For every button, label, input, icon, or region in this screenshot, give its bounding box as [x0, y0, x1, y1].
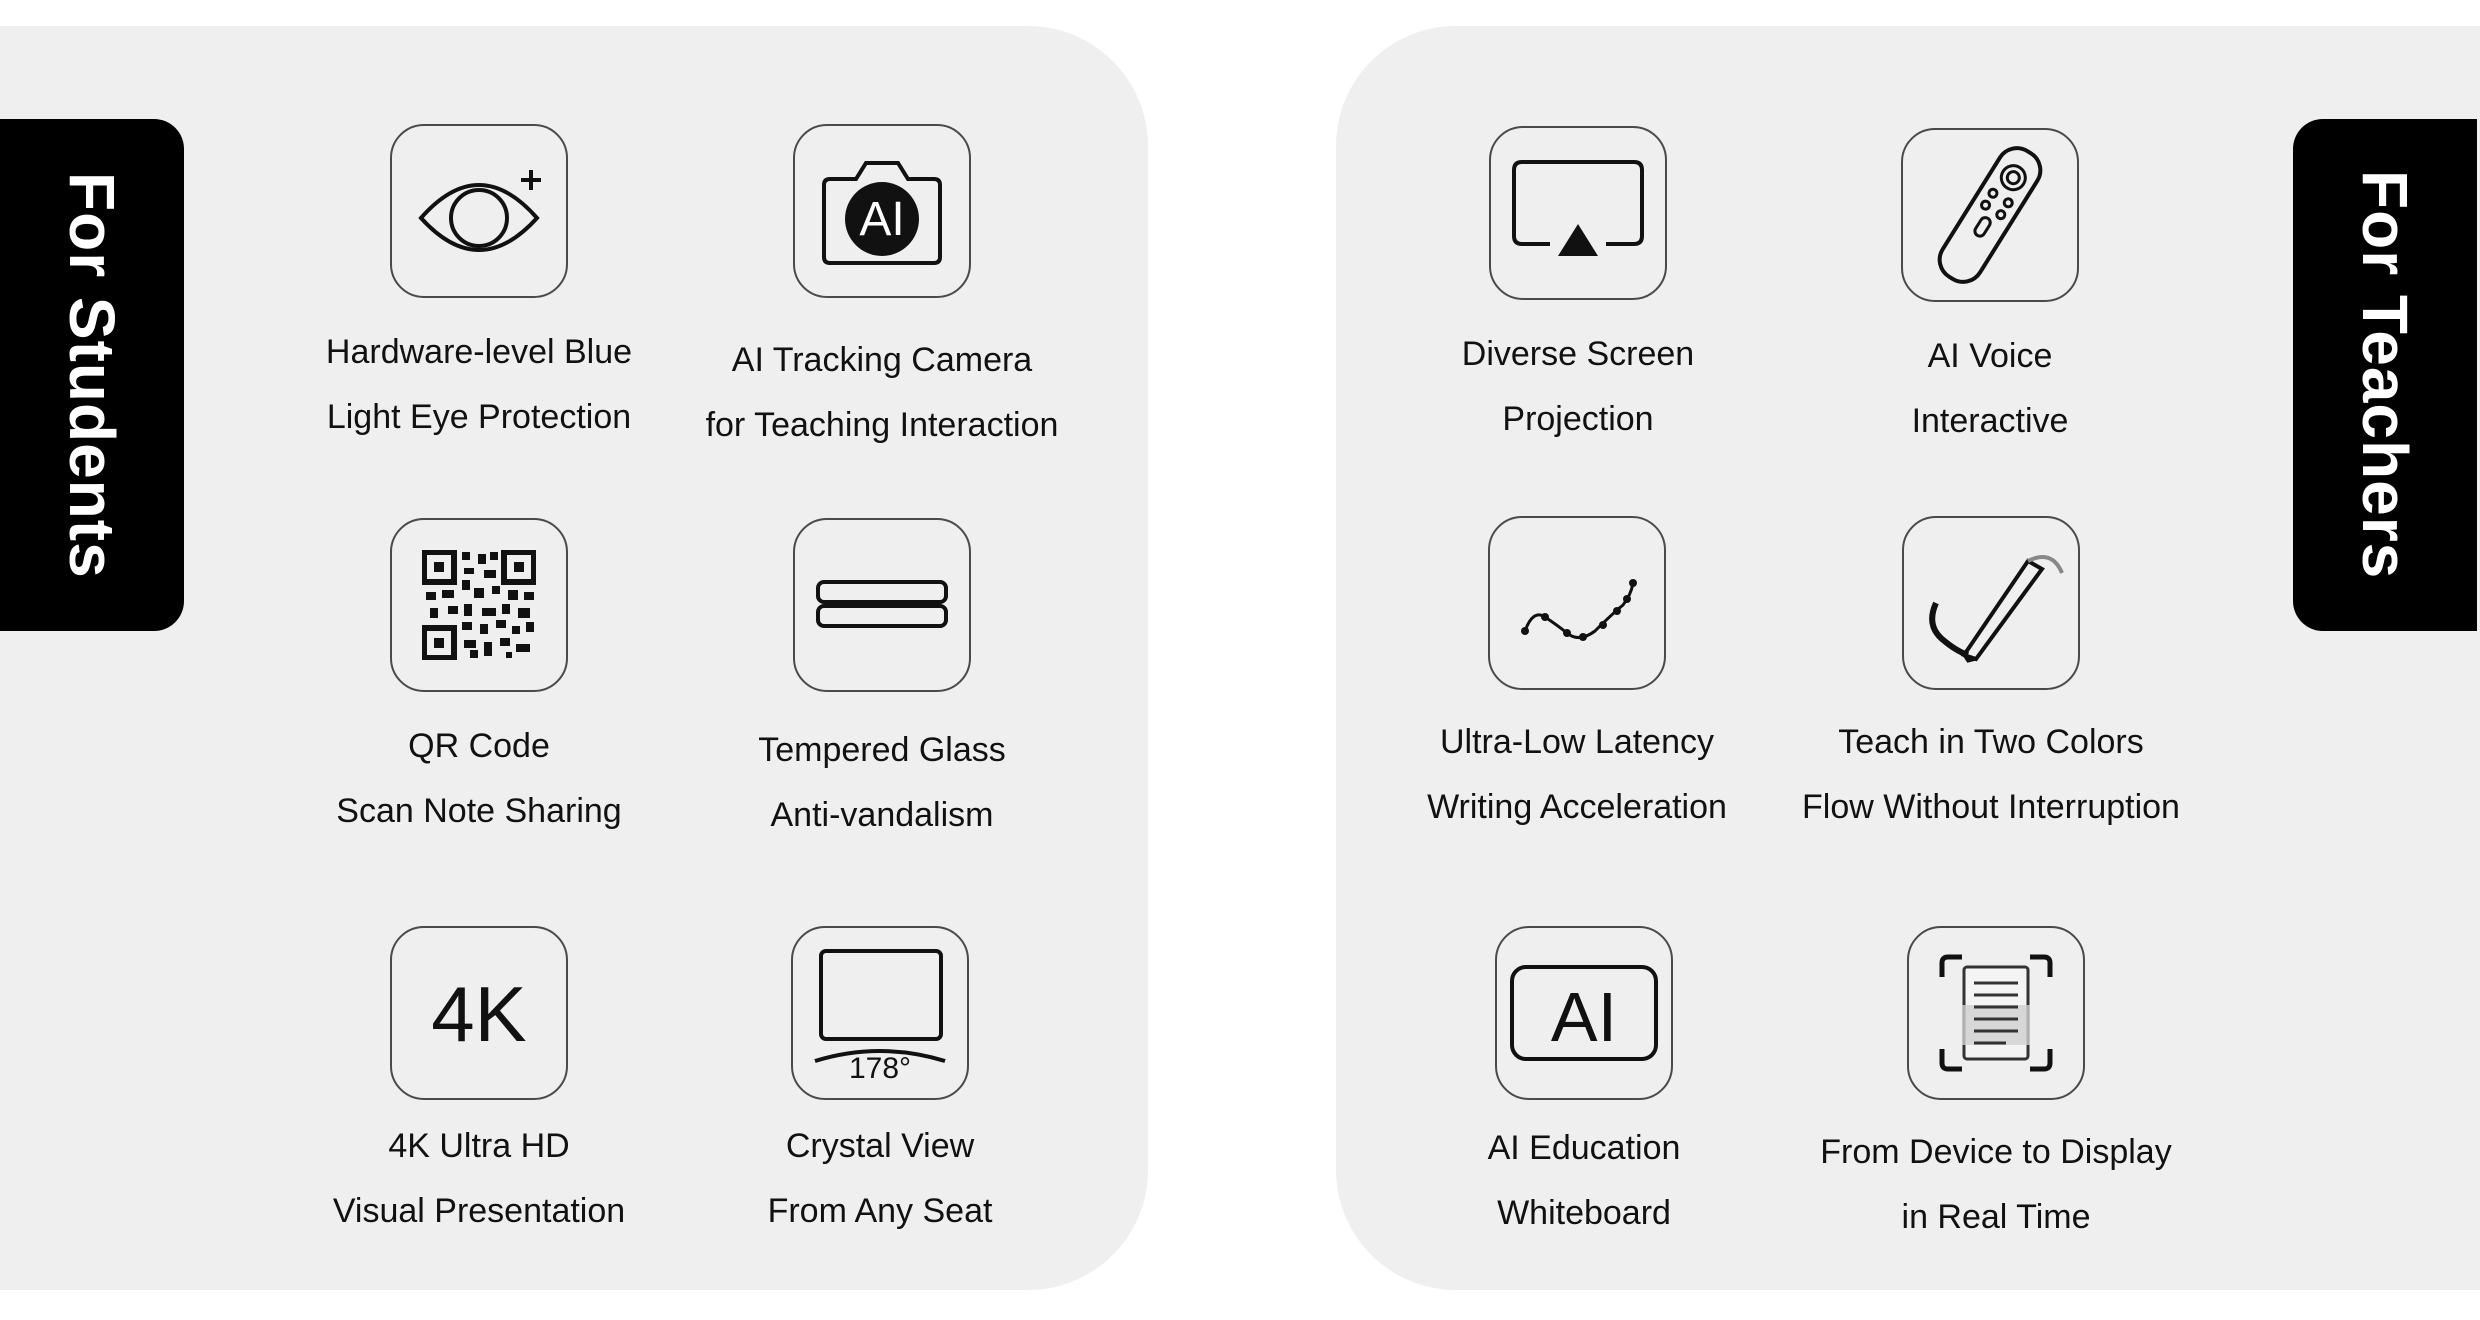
svg-text:AI: AI — [859, 193, 905, 246]
feature-label: Hardware-level Blue Light Eye Protection — [325, 333, 633, 436]
feature-label: 4K Ultra HD Visual Presentation — [332, 1127, 626, 1230]
feature-screen-projection — [1358, 126, 1798, 452]
feature-label: AI Education Whiteboard — [1487, 1129, 1681, 1232]
teachers-tab — [2293, 119, 2477, 631]
tempered-glass-icon — [793, 518, 971, 692]
viewing-angle-icon — [791, 926, 969, 1100]
teachers-tab-label: For Teachers — [2349, 170, 2421, 580]
feature-label: AI Voice Interactive — [1911, 337, 2069, 440]
feature-4k — [259, 926, 699, 1244]
feature-qr-code — [259, 518, 699, 844]
ai-whiteboard-icon — [1495, 926, 1673, 1100]
feature-label: From Device to Display in Real Time — [1820, 1133, 2172, 1236]
feature-label: AI Tracking Camera for Teaching Interaction — [705, 341, 1059, 444]
svg-text:178°: 178° — [848, 1052, 912, 1083]
feature-tempered-glass — [662, 518, 1102, 848]
writing-curve-icon — [1488, 516, 1666, 690]
eye-protection-icon — [390, 124, 568, 298]
4k-icon — [390, 926, 568, 1100]
qr-code-icon — [390, 518, 568, 692]
feature-label: Tempered Glass Anti-vandalism — [758, 731, 1006, 834]
feature-label: QR Code Scan Note Sharing — [336, 727, 622, 830]
feature-label: Ultra-Low Latency Writing Acceleration — [1427, 723, 1727, 826]
feature-voice-remote — [1770, 128, 2210, 454]
students-tab — [0, 119, 184, 631]
feature-eye-protection — [259, 124, 699, 450]
svg-text:AI: AI — [1550, 978, 1618, 1056]
students-tab-label: For Students — [56, 171, 128, 579]
feature-ai-whiteboard — [1364, 926, 1804, 1246]
voice-remote-icon — [1901, 128, 2079, 302]
feature-label: Diverse Screen Projection — [1461, 335, 1695, 438]
ai-camera-icon — [793, 124, 971, 298]
feature-label: Teach in Two Colors Flow Without Interruption — [1802, 723, 2180, 826]
feature-ai-camera — [662, 124, 1102, 458]
feature-label: Crystal View From Any Seat — [767, 1127, 993, 1230]
feature-writing-curve — [1357, 516, 1797, 840]
feature-viewing-angle — [660, 926, 1100, 1244]
feature-document-scan — [1776, 926, 2216, 1250]
screen-projection-icon — [1489, 126, 1667, 300]
document-scan-icon — [1907, 926, 2085, 1100]
svg-text:4K: 4K — [431, 973, 527, 1053]
feature-two-color-pen — [1771, 516, 2211, 840]
two-color-pen-icon — [1902, 516, 2080, 690]
